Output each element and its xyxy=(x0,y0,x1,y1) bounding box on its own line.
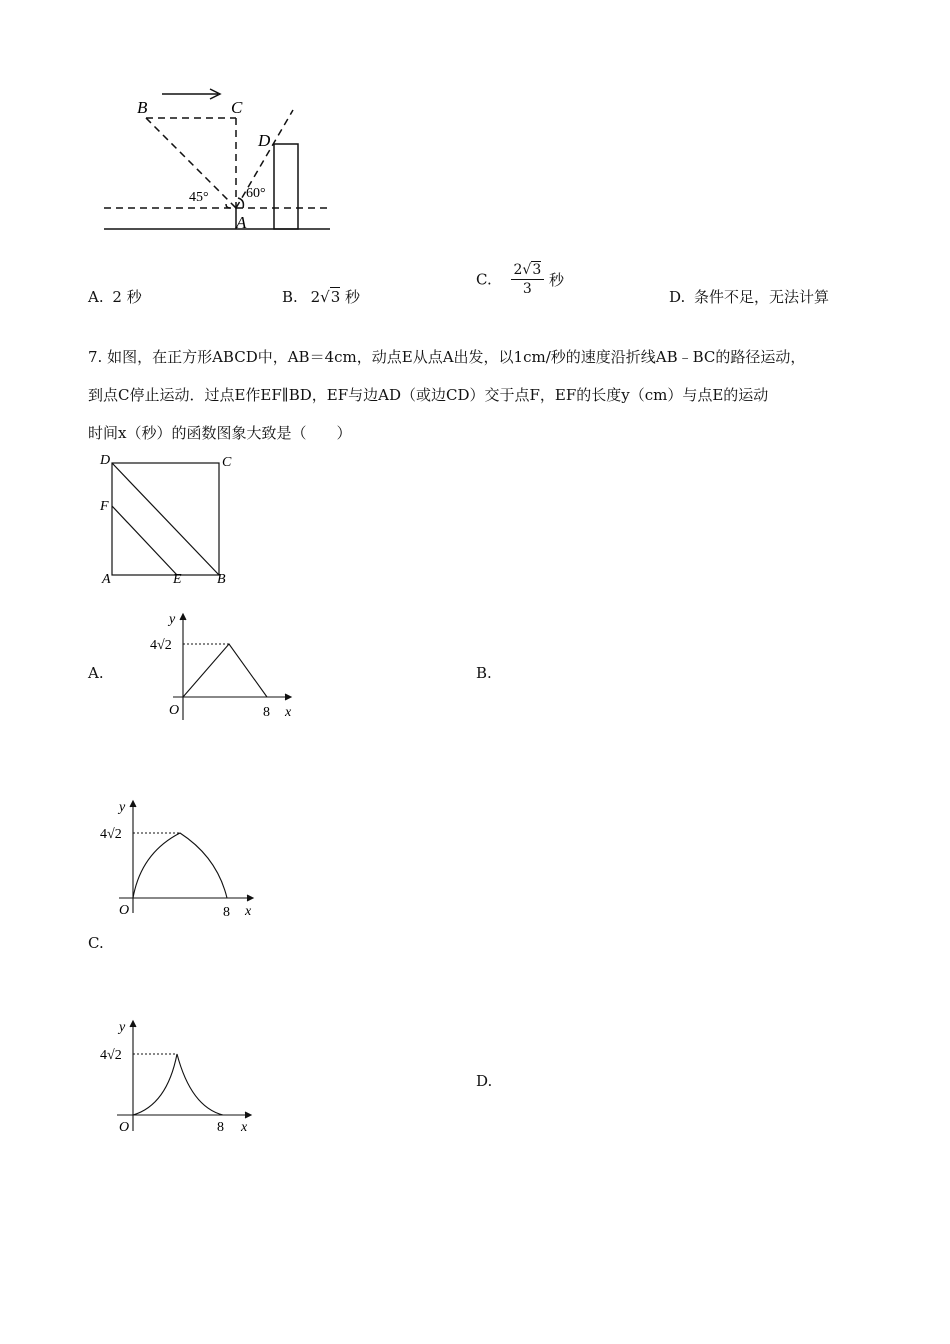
diagonal-bd xyxy=(112,463,219,575)
graph-b-peak-label: 4√2 xyxy=(100,827,122,842)
q6-option-c-unit: 秒 xyxy=(549,271,565,289)
q6-option-c-num-radicand: 3 xyxy=(532,262,542,278)
square-label-e: E xyxy=(173,572,182,587)
q6-option-b[interactable]: B. 2√3 秒 xyxy=(282,288,361,306)
graph-b-x-label: x xyxy=(245,904,252,919)
graph-c-curve xyxy=(133,1054,223,1115)
q6-option-c-den: 3 xyxy=(522,281,532,297)
q6-option-b-coef: 2 xyxy=(310,288,321,306)
graph-a-x-arrow xyxy=(285,694,291,700)
option-d-label[interactable]: D. xyxy=(476,1072,493,1090)
label-a: A xyxy=(236,213,247,232)
segment-ef xyxy=(112,506,177,575)
q7-line-2: 到点C停止运动．过点E作EF∥BD，EF与边AD（或边CD）交于点F，EF的长度y（cm）与点E的运动 xyxy=(88,386,769,404)
graph-c-y-arrow xyxy=(130,1021,136,1027)
label-d: D xyxy=(258,131,271,150)
square-label-a: A xyxy=(102,572,111,587)
graph-c-peak-label: 4√2 xyxy=(100,1048,122,1063)
graph-c-x-end: 8 xyxy=(217,1120,224,1135)
q6-option-d-letter: D. xyxy=(669,288,686,306)
option-c-label[interactable]: C. xyxy=(88,934,104,952)
angle-60: 60° xyxy=(246,186,266,201)
q6-option-c-fraction: $\frac{2√3}{3}$ xyxy=(511,262,545,297)
graph-a-curve xyxy=(183,644,267,697)
graph-a-x-end: 8 xyxy=(263,705,270,720)
angle-mark-left xyxy=(226,204,230,208)
q7-line-1: 7. 如图，在正方形ABCD中，AB＝4cm，动点E从点A出发，以1cm/秒的速度沿折线AB﹣BC的路径运动， xyxy=(88,348,806,366)
graph-b-y-label: y xyxy=(119,800,126,815)
q6-option-b-radicand: 3 xyxy=(330,288,341,306)
q6-option-b-unit: 秒 xyxy=(345,288,361,306)
option-b-label[interactable]: B. xyxy=(476,664,492,682)
q6-option-d-text: 条件不足，无法计算 xyxy=(694,288,830,306)
square-label-f: F xyxy=(100,499,109,514)
graph-option-a xyxy=(145,608,305,728)
graph-c-x-arrow xyxy=(245,1112,251,1118)
graph-b-curve xyxy=(133,833,227,898)
graph-b-origin: O xyxy=(119,903,130,918)
q6-option-a-text: 2 秒 xyxy=(112,288,142,306)
graph-option-b xyxy=(95,795,265,925)
graph-option-c xyxy=(95,1015,265,1140)
building-angle-figure xyxy=(100,80,340,240)
q6-option-c-letter: C. xyxy=(476,270,492,289)
graph-b-x-arrow xyxy=(247,895,253,901)
graph-c-origin: O xyxy=(119,1120,130,1135)
graph-a-y-arrow xyxy=(180,614,186,620)
label-c: C xyxy=(231,98,243,117)
q6-option-d[interactable] xyxy=(669,286,829,307)
graph-b-y-arrow xyxy=(130,801,136,807)
square-label-d: D xyxy=(100,453,111,468)
option-a-label[interactable]: A. xyxy=(88,664,104,682)
q7-line-3: 时间x（秒）的函数图象大致是（ ） xyxy=(88,424,352,442)
graph-c-y-label: y xyxy=(119,1020,126,1035)
q6-option-c-num-coef: 2 xyxy=(513,262,523,278)
square-figure xyxy=(95,450,245,590)
graph-b-x-end: 8 xyxy=(223,905,230,920)
square-label-b: B xyxy=(217,572,226,587)
angle-45: 45° xyxy=(189,190,209,205)
graph-c-x-label: x xyxy=(241,1120,248,1135)
label-b: B xyxy=(137,98,148,117)
q6-option-a-letter: A. xyxy=(88,288,104,306)
graph-a-origin: O xyxy=(169,703,180,718)
q6-option-c[interactable] xyxy=(476,262,564,297)
graph-a-x-label: x xyxy=(285,705,292,720)
graph-a-peak-label: 4√2 xyxy=(150,638,172,653)
q6-option-a[interactable] xyxy=(88,286,142,307)
q6-option-b-letter: B. xyxy=(282,288,298,306)
square-label-c: C xyxy=(222,455,232,470)
building xyxy=(274,144,298,229)
graph-a-y-label: y xyxy=(169,612,176,627)
